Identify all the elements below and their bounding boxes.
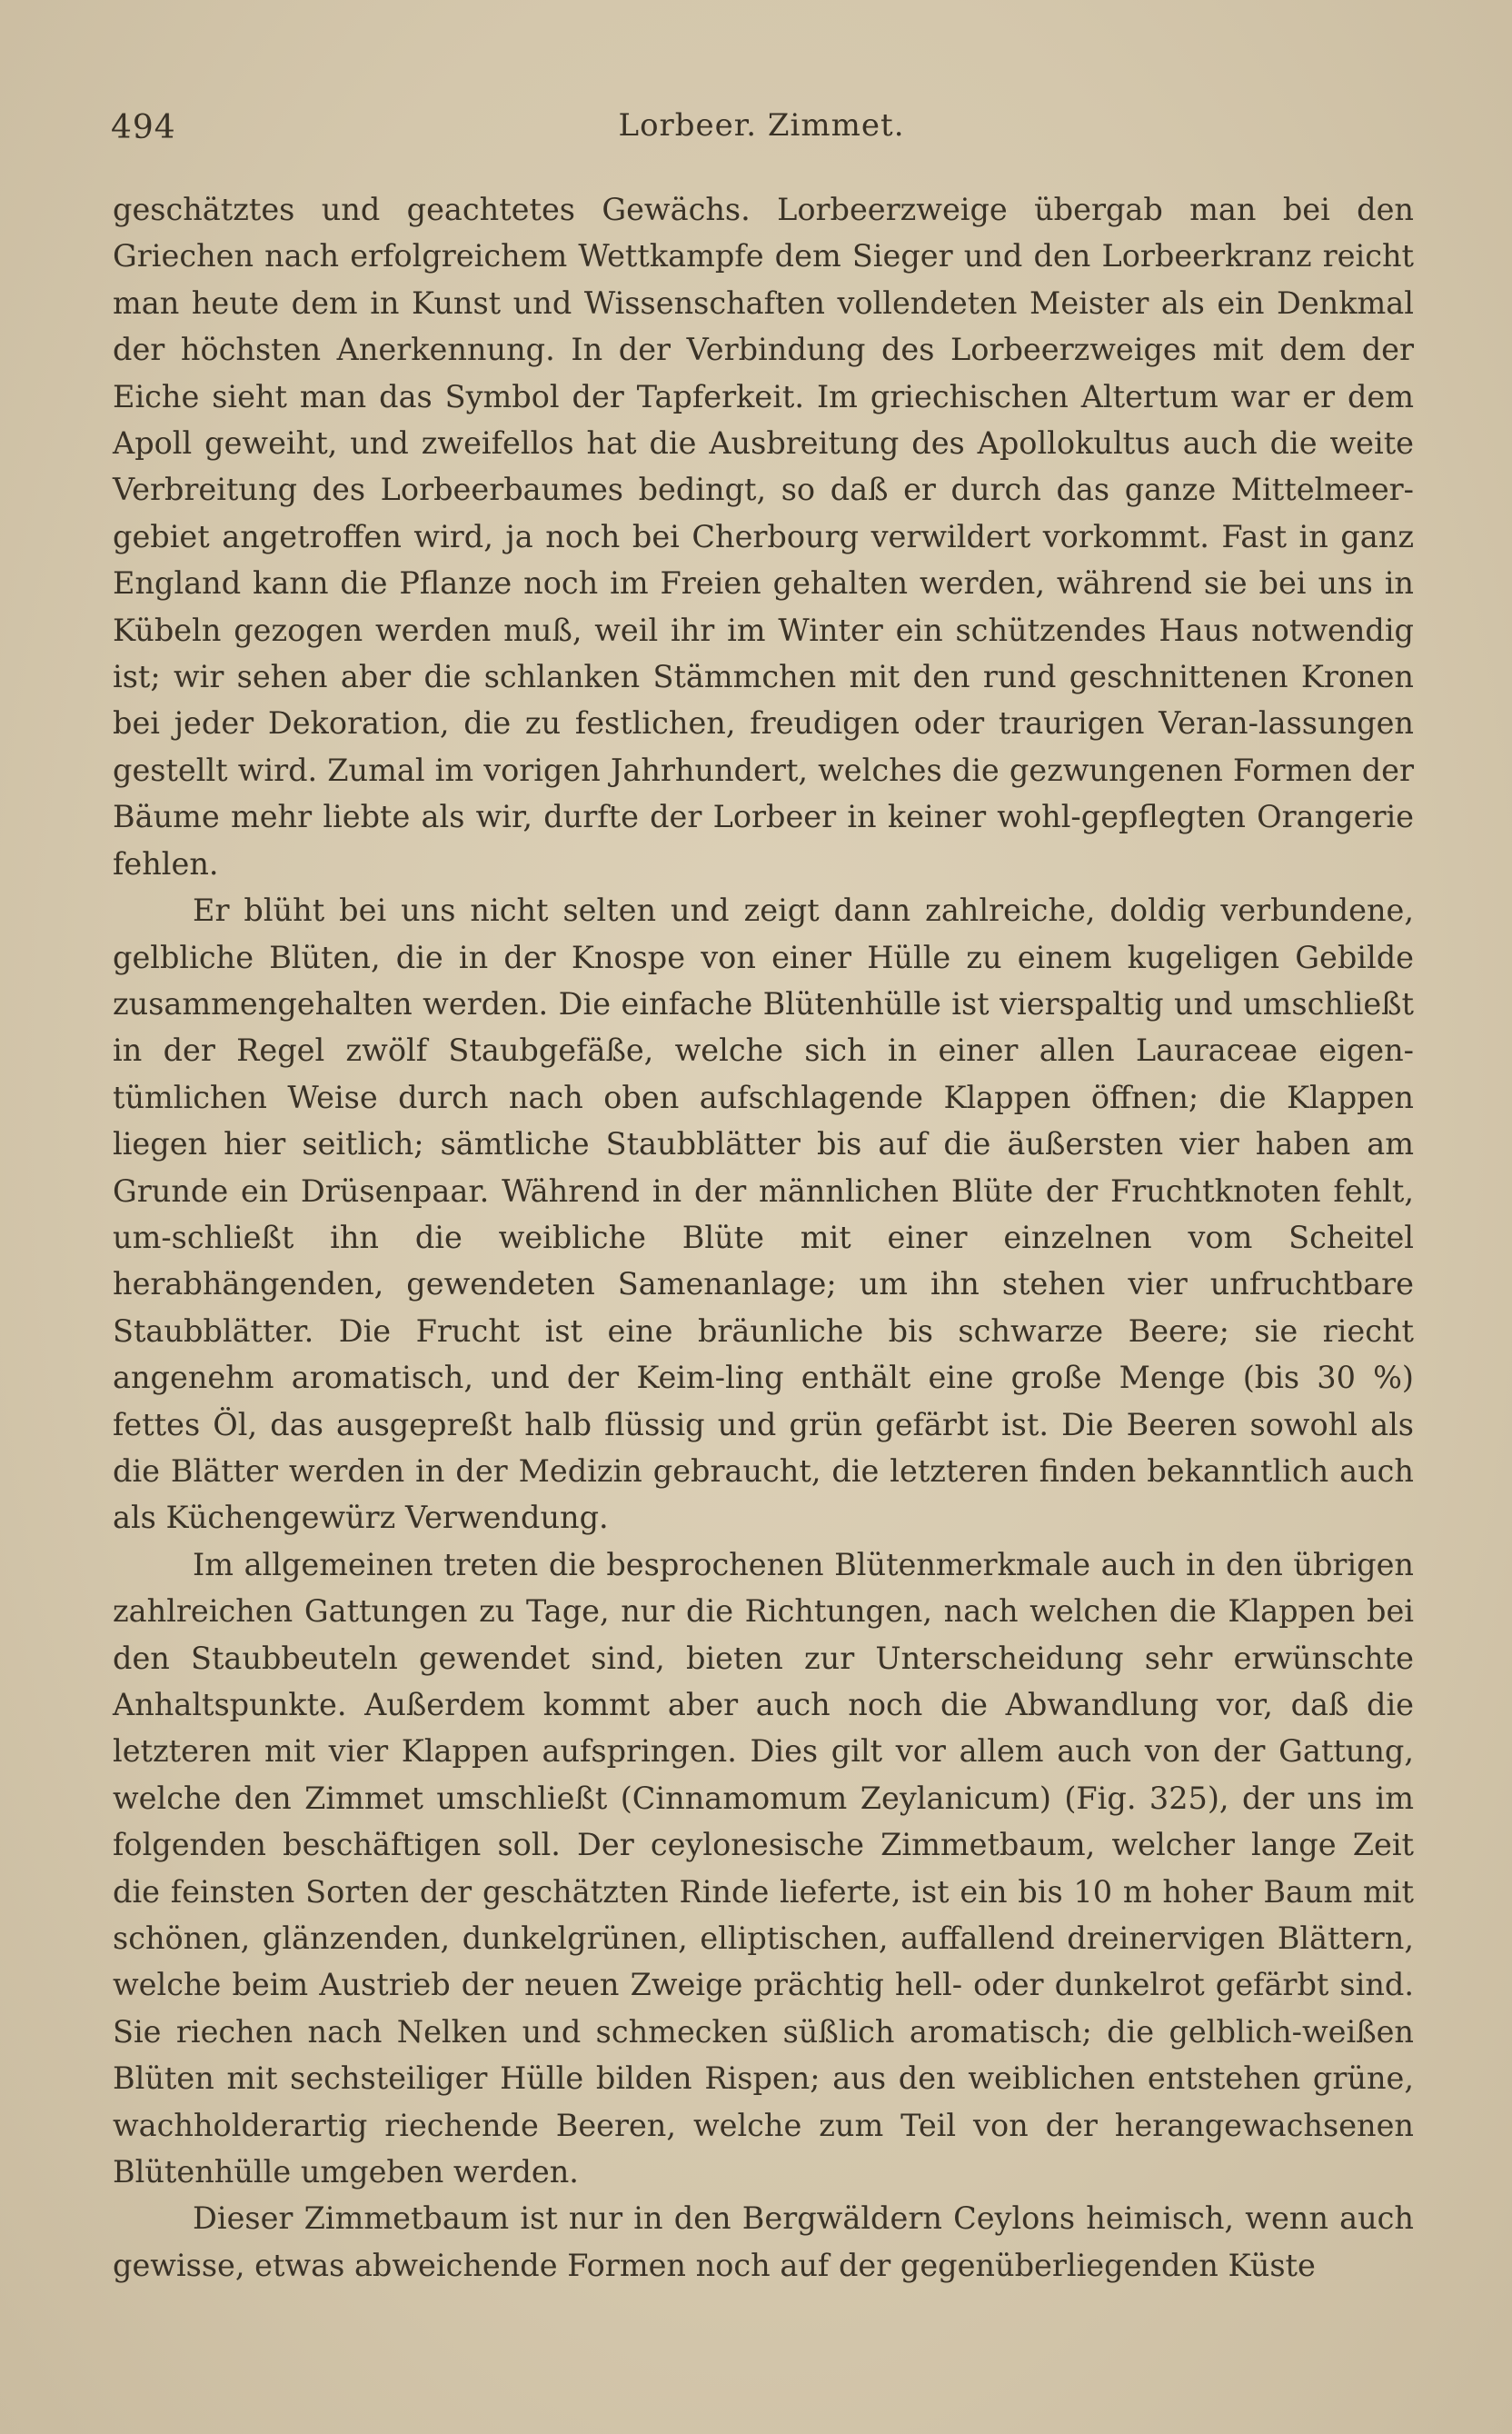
- paragraph-ceylon-distribution: Dieser Zimmetbaum ist nur in den Bergwäldern Ceylons heimisch, wenn auch gewisse, etwas abweichende Formen noch auf der gegenüberliegenden Küste: [113, 2200, 1414, 2283]
- page-number: 494: [111, 109, 176, 146]
- paragraph-continuation: geschätztes und geachtetes Gewächs. Lorbeerzweige übergab man bei den Griechen nach erfolgreichem Wettkampfe dem Sieger und den Lorbeerkranz reicht man heute dem in Kunst und Wissenschaften vollendeten Meister als ein Denkmal der höchsten Anerkennung. In der Verbindung des Lorbeerzweiges mit dem der Eiche sieht man das Symbol der Tapferkeit. Im griechischen Altertum war er dem Apoll geweiht, und zweifellos hat die Ausbreitung des Apollokultus auch die weite Verbreitung des Lorbeerbaumes bedingt, so daß er durch das ganze Mittelmeer-gebiet angetroffen wird, ja noch bei Cherbourg verwildert vorkommt. Fast in ganz England kann die Pflanze noch im Freien gehalten werden, während sie bei uns in Kübeln gezogen werden muß, weil ihr im Winter ein schützendes Haus notwendig ist; wir sehen aber die schlanken Stämmchen mit den rund geschnittenen Kronen bei jeder Dekoration, die zu festlichen, freudigen oder traurigen Veran-lassungen gestellt wird. Zumal im vorigen Jahrhundert, welches die gezwungenen Formen der Bäume mehr liebte als wir, durfte der Lorbeer in keiner wohl-gepflegten Orangerie fehlen.: [113, 192, 1414, 882]
- paragraph-genera-cinnamon: Im allgemeinen treten die besprochenen Blütenmerkmale auch in den übrigen zahlreichen Gattungen zu Tage, nur die Richtungen, nach welchen die Klappen bei den Staubbeuteln gewendet sind, bieten zur Unterscheidung sehr erwünschte Anhaltspunkte. Außerdem kommt aber auch noch die Abwandlung vor, daß die letzteren mit vier Klappen aufspringen. Dies gilt vor allem auch von der Gattung, welche den Zimmet umschließt (Cinnamomum Zeylanicum) (Fig. 325), der uns im folgenden beschäftigen soll. Der ceylonesische Zimmetbaum, welcher lange Zeit die feinsten Sorten der geschätzten Rinde lieferte, ist ein bis 10 m hoher Baum mit schönen, glänzenden, dunkelgrünen, elliptischen, auffallend dreinervigen Blättern, welche beim Austrieb der neuen Zweige prächtig hell- oder dunkelrot gefärbt sind. Sie riechen nach Nelken und schmecken süßlich aromatisch; die gelblich-weißen Blüten mit sechsteiliger Hülle bilden Rispen; aus den weiblichen entstehen grüne, wachholderartig riechende Beeren, welche zum Teil von der herangewachsenen Blütenhülle umgeben werden.: [113, 1546, 1414, 2190]
- running-title: Lorbeer. Zimmet.: [618, 107, 905, 144]
- paragraph-flower-description: Er blüht bei uns nicht selten und zeigt dann zahlreiche, doldig verbundene, gelbliche Blüten, die in der Knospe von einer Hülle zu einem kugeligen Gebilde zusammengehalten werden. Die einfache Blütenhülle ist vierspaltig und umschließt in der Regel zwölf Staubgefäße, welche sich in einer allen Lauraceae eigen-tümlichen Weise durch nach oben aufschlagende Klappen öffnen; die Klappen liegen hier seitlich; sämtliche Staubblätter bis auf die äußersten vier haben am Grunde ein Drüsenpaar. Während in der männlichen Blüte der Fruchtknoten fehlt, um-schließt ihn die weibliche Blüte mit einer einzelnen vom Scheitel herabhängenden, gewendeten Samenanlage; um ihn stehen vier unfruchtbare Staubblätter. Die Frucht ist eine bräunliche bis schwarze Beere; sie riecht angenehm aromatisch, und der Keim-ling enthält eine große Menge (bis 30 %) fettes Öl, das ausgepreßt halb flüssig und grün gefärbt ist. Die Beeren sowohl als die Blätter werden in der Medizin gebraucht, die letzteren finden bekanntlich auch als Küchengewürz Verwendung.: [113, 893, 1414, 1536]
- page-header: [107, 100, 1416, 155]
- body-text: [113, 186, 1414, 2289]
